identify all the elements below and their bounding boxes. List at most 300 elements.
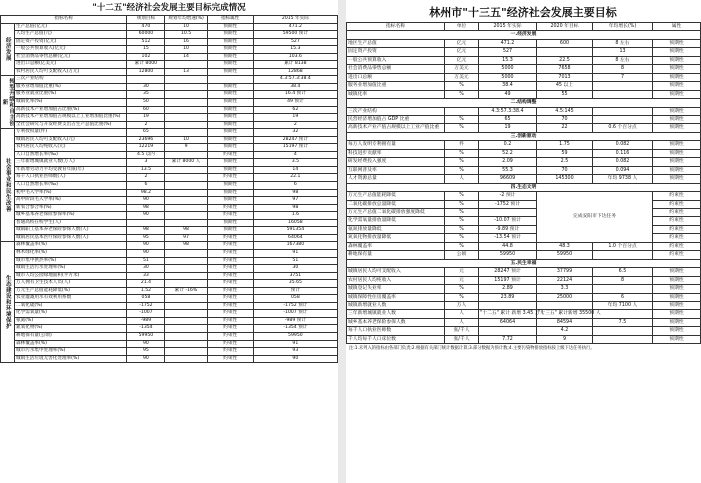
left-table-row (1, 182, 338, 190)
right-cell: 预期性 (653, 107, 701, 115)
left-indicator-name: 万人拥有卫生技术人员(人) (15, 280, 127, 288)
left-indicator-name: 社会消费品零售总额(亿元) (15, 53, 127, 61)
right-col-unit: 单位 (445, 23, 479, 31)
right-cell (479, 327, 537, 335)
left-indicator-name: 耕地保有量(公顷) (15, 332, 127, 340)
right-cell (537, 301, 593, 309)
left-cell: 预期性 (207, 182, 253, 190)
right-cell (479, 301, 537, 309)
right-cell: 44.8 (479, 242, 537, 250)
left-table-row (1, 68, 338, 76)
left-indicator-name: 人口自然增长率(‰) (15, 182, 127, 190)
left-cell: 12800 (127, 68, 165, 76)
left-table-row (1, 242, 338, 250)
left-table-row (1, 265, 338, 273)
right-indicator-name: 社会消费品零售总额 (347, 65, 445, 73)
left-table-row (1, 114, 338, 122)
left-cell: 98.2 (127, 189, 165, 197)
left-cell (165, 83, 207, 91)
left-cell (165, 91, 207, 99)
right-cell: 预期性 (653, 166, 701, 174)
left-cell (165, 355, 207, 363)
right-section-title: 三.创新驱动 (347, 132, 701, 140)
left-indicator-name: 农业灌溉用水有效利用系数 (15, 295, 127, 303)
left-cell: 30 (127, 265, 165, 273)
right-cell: 约束性 (653, 217, 701, 225)
right-cell: 0.6 个百分点 (593, 124, 653, 132)
left-table-row (1, 53, 338, 61)
right-cell: 37799 (537, 268, 593, 276)
left-cell: 59950 (253, 332, 337, 340)
right-cell: -10.07 预计 (479, 217, 537, 225)
left-cell: 约束性 (207, 257, 253, 265)
right-cell: 预期性 (653, 301, 701, 309)
left-cell (165, 348, 207, 356)
right-cell: 约束性 (653, 225, 701, 233)
left-cell: 30 (253, 265, 337, 273)
right-cell: "十二五" 累计 新增 3.45 万人 (480, 311, 545, 317)
left-cell (165, 182, 207, 190)
left-cell: 预期性 (207, 166, 253, 174)
left-indicator-name: 新农合参合率(%) (15, 204, 127, 212)
right-cell: 0.082 (593, 141, 653, 149)
right-cell: % (445, 225, 479, 233)
right-indicator-name: 氮氧化物排放量降低 (347, 234, 445, 242)
left-cell: 90 (127, 249, 165, 257)
left-indicator-name: 城市集中供热率(%) (15, 257, 127, 265)
right-table (346, 22, 701, 344)
left-cell: 10 (165, 136, 207, 144)
right-table-row (347, 141, 701, 149)
right-table-row (347, 242, 701, 250)
right-table-row (347, 124, 701, 132)
right-table-row (347, 192, 701, 200)
left-cell: 97 (253, 197, 337, 205)
left-cell (165, 204, 207, 212)
left-table-row (1, 99, 338, 107)
right-table-row (347, 48, 701, 56)
right-cell: 预期性 (653, 268, 701, 276)
right-table-row (347, 276, 701, 284)
right-cell: 年均 9738 人 (593, 175, 653, 183)
left-cell (165, 332, 207, 340)
right-cell: 0.116 (593, 149, 653, 157)
left-cell (165, 166, 207, 174)
left-table-row (1, 204, 338, 212)
left-cell: 约束性 (207, 348, 253, 356)
right-indicator-name: 二氧化碳排放总量降低 (347, 200, 445, 208)
right-cell: 人 (445, 310, 479, 318)
left-indicator-name: 高新技术产业增加值占规模以上工业增加值比重(%) (15, 114, 127, 122)
left-cell: 60 (127, 106, 165, 114)
right-cell: 25000 (537, 293, 593, 301)
left-table-row (1, 227, 338, 235)
right-table-row (347, 65, 701, 73)
left-cell: 约束性 (207, 212, 253, 220)
right-indicator-name: 化学需氧量排放量降低 (347, 217, 445, 225)
right-section-title: 四.生态文明 (347, 183, 701, 191)
left-cell: -1354 预计 (253, 325, 337, 333)
left-col-indicator: 指标名称 (1, 16, 127, 24)
right-cell: 预期性 (653, 335, 701, 343)
left-cell: 10 (165, 23, 207, 31)
left-cell: 16 (165, 38, 207, 46)
right-cell: 48.3 (537, 242, 593, 250)
right-cell: 年均 7100 人 (593, 301, 653, 309)
left-table-row (1, 121, 338, 129)
right-cell: 15197 预计 (479, 276, 537, 284)
right-indicator-name: 城镇化率 (347, 90, 445, 98)
right-cell: % (445, 124, 479, 132)
left-col-actual: 2015 年实际 (253, 16, 337, 24)
left-cell (165, 106, 207, 114)
left-cell: 预期性 (207, 189, 253, 197)
left-indicator-name: 城镇职工基本养老保险参保人数(人) (15, 227, 127, 235)
left-indicator-name: 城镇化率(%) (15, 99, 127, 107)
right-section-row (347, 31, 701, 39)
right-cell: 13 (593, 48, 653, 56)
left-cell (165, 61, 207, 69)
left-indicator-name: 农村居民人均纯收入(元) (15, 144, 127, 152)
right-table-row (347, 115, 701, 123)
right-indicator-name: 人才资源总量 (347, 175, 445, 183)
right-col-growth: 年均增长(%) (593, 23, 653, 31)
right-cell: 22.5 (537, 56, 593, 64)
left-indicator-name: 城镇生活垃圾无害化处理率(%) (15, 355, 127, 363)
right-cell: 2.5 (537, 158, 593, 166)
right-section-row (347, 183, 701, 191)
left-cell: 49 预计 (253, 99, 337, 107)
left-indicator-name: 服务业就业比重(%) (15, 91, 127, 99)
right-cell: 预期性 (653, 285, 701, 293)
left-cell (165, 76, 207, 84)
left-indicator-name: 二氧化硫(%) (15, 302, 127, 310)
page-gap (338, 0, 346, 483)
right-table-row (347, 335, 701, 343)
left-table-row (1, 310, 338, 318)
right-cell: 公顷 (445, 251, 479, 259)
left-cell: 约束性 (207, 249, 253, 257)
left-indicator-name: 高新技术产业增加值占比重(%) (15, 106, 127, 114)
right-indicator-name: 进出口总额 (347, 73, 445, 81)
left-indicator-name: 年新增劳动力平均受教育年限(年) (15, 166, 127, 174)
right-table-row (347, 251, 701, 259)
left-cell: 3751 (253, 272, 337, 280)
left-cell: 2 (127, 121, 165, 129)
left-table-row (1, 317, 338, 325)
right-cell: 471.2 (479, 39, 537, 47)
right-cell (593, 82, 653, 90)
left-cell (165, 174, 207, 182)
right-cell: 8 左右 (593, 39, 653, 47)
left-category-label: 社会事业和民生改善 (1, 129, 15, 242)
left-cell (207, 76, 253, 84)
left-cell: 51 (253, 257, 337, 265)
left-table-row (1, 219, 338, 227)
right-cell: 6.5 (593, 268, 653, 276)
right-cell: 预期性 (653, 310, 701, 318)
right-indicator-name: 万元生产总值二氧化碳排放强度降低 (347, 208, 445, 216)
right-cell: 5000 (479, 73, 537, 81)
left-indicator-name: 城市污水集中处理率(%) (15, 348, 127, 356)
left-cell: 预期性 (207, 53, 253, 61)
left-cell: 预期性 (207, 144, 253, 152)
left-table-row (1, 332, 338, 340)
right-cell: 19 (479, 124, 537, 132)
left-category-label: 生态建设和环境保护 (1, 242, 15, 363)
right-cell: 59 (537, 149, 593, 157)
right-cell: 9 (537, 335, 593, 343)
left-cell: 167380 (253, 242, 337, 250)
right-indicator-name: 互联网普及率 (347, 166, 445, 174)
left-cell: 28247 预计 (253, 136, 337, 144)
left-table-row (1, 61, 338, 69)
left-cell (165, 99, 207, 107)
left-indicator-name: 服务业增加值比重(%) (15, 83, 127, 91)
left-indicator-name: 固定资产投资(亿元) (15, 38, 127, 46)
left-cell: 约束性 (207, 295, 253, 303)
right-table-row (347, 158, 701, 166)
left-table-row (1, 189, 338, 197)
right-indicator-name: 城镇新增就业人数 (347, 301, 445, 309)
left-cell: 35 (127, 91, 165, 99)
right-cell: 7.72 (479, 335, 537, 343)
right-cell: -13.54 预计 (479, 234, 537, 242)
left-cell: 15.3 (253, 46, 337, 54)
left-cell: 约束性 (207, 151, 253, 159)
right-section-title: 二.结构调整 (347, 99, 701, 107)
left-cell (127, 219, 165, 227)
right-cell: 人 (445, 175, 479, 183)
right-cell: % (445, 217, 479, 225)
right-cell: 28247 预计 (479, 268, 537, 276)
right-cell: 万人 (445, 301, 479, 309)
right-cell: 70 (537, 115, 593, 123)
right-indicator-name: 耕地保有量 (347, 251, 445, 259)
left-cell: 21.4 (127, 280, 165, 288)
left-cell: 预计 (253, 287, 337, 295)
right-table-row (347, 107, 701, 115)
right-cell: 1.75 (537, 141, 593, 149)
right-table-row (347, 327, 701, 335)
right-cell: 元 (445, 276, 479, 284)
left-indicator-name: 一般公共预算收入(亿元) (15, 46, 127, 54)
left-cell: 35.65 (253, 280, 337, 288)
left-cell: 19 (253, 114, 337, 122)
right-indicator-name: 科技进步贡献率 (347, 149, 445, 157)
right-indicator-name: 城乡基本养老保险参保人数 (347, 318, 445, 326)
left-cell: 97 (165, 234, 207, 242)
left-cell: 3.5 (253, 159, 337, 167)
right-cell: 22 (537, 124, 593, 132)
left-cell: 60000 (127, 31, 165, 39)
left-cell: -1752 预计 (253, 302, 337, 310)
left-cell: 38.4 (253, 83, 337, 91)
left-indicator-name: 生产总值(亿元) (15, 23, 127, 31)
right-indicator-name: 每千人口执业医师数 (347, 327, 445, 335)
left-indicator-name: 专利授权量(件) (15, 129, 127, 137)
left-table-row (1, 272, 338, 280)
left-cell: 93 (253, 348, 337, 356)
right-table-row (347, 318, 701, 326)
left-indicator-name: 三年新增城镇就业人数(万人) (15, 159, 127, 167)
left-cell: 90 (127, 197, 165, 205)
left-col-attr: 指标属性 (207, 16, 253, 24)
left-cell (165, 151, 207, 159)
right-cell: -2 预计 (479, 192, 537, 200)
left-cell: 59500 预计 (253, 31, 337, 39)
left-table-row (1, 31, 338, 39)
left-cell: 19 (127, 114, 165, 122)
right-indicator-name: 三次产业结构 (347, 107, 445, 115)
left-cell: 15197 预计 (253, 144, 337, 152)
left-cell: 预期性 (207, 106, 253, 114)
left-cell: 30 (127, 83, 165, 91)
right-cell: 600 (537, 39, 593, 47)
right-col-2020: 2020 年目标 (537, 23, 593, 31)
right-cell: 预期性 (653, 56, 701, 64)
right-cell: 预期性 (653, 82, 701, 90)
left-cell: 累计 8138 (253, 61, 337, 69)
left-table-row (1, 38, 338, 46)
right-cell: 预期性 (653, 175, 701, 183)
left-cell (165, 189, 207, 197)
left-table-row (1, 129, 338, 137)
right-cell: 6 (593, 293, 653, 301)
left-cell: 预期性 (207, 46, 253, 54)
left-cell: 预期性 (207, 38, 253, 46)
left-table-row (1, 159, 338, 167)
left-cell: 62 (253, 106, 337, 114)
right-cell: 约束性 (653, 208, 701, 216)
right-cell: 预期性 (653, 141, 701, 149)
right-cell: % (445, 285, 479, 293)
left-indicator-name: 化学需氧量(%) (15, 310, 127, 318)
left-cell: 4.3:57.3:38.4 (253, 76, 337, 84)
right-cell: 7658 (537, 65, 593, 73)
left-cell: 65 (127, 129, 165, 137)
right-cell: 55 (537, 90, 593, 98)
right-table-body (347, 31, 701, 344)
left-cell: 103.6 (253, 53, 337, 61)
left-cell: 9 (165, 144, 207, 152)
right-table-row (347, 82, 701, 90)
right-indicator-name: 每万人发明专利拥有量 (347, 141, 445, 149)
left-cell: 98 (165, 227, 207, 235)
right-cell: 预期性 (653, 124, 701, 132)
left-col-target: 规划目标 (127, 16, 165, 24)
right-cell: 145300 (537, 175, 593, 183)
right-cell (593, 335, 653, 343)
right-cell: 预期性 (653, 115, 701, 123)
left-indicator-name: 城镇居民人均可支配收入(元) (15, 136, 127, 144)
right-table-row (347, 293, 701, 301)
right-indicator-name: 氨氮排放量降低 (347, 225, 445, 233)
left-cell: -989 预计 (253, 317, 337, 325)
left-cell: 12219 (127, 144, 165, 152)
left-panel (0, 0, 338, 483)
left-cell: 约束性 (207, 272, 253, 280)
right-indicator-name: 千人均每千人口床位数 (347, 335, 445, 343)
right-indicator-name: 服务业增加值比重 (347, 82, 445, 90)
left-category-label: 转型升级和自主创新 (1, 76, 15, 129)
left-cell: 预期性 (207, 227, 253, 235)
right-cell: 预期性 (653, 65, 701, 73)
left-cell: 6 (127, 182, 165, 190)
left-cell (165, 265, 207, 273)
left-cell: 2 (127, 174, 165, 182)
right-cell: 预期性 (653, 327, 701, 335)
left-cell (165, 114, 207, 122)
left-cell: 98 (127, 204, 165, 212)
left-table-row (1, 76, 338, 84)
left-cell: 预期性 (207, 197, 253, 205)
left-cell: 预期性 (207, 136, 253, 144)
right-cell: 张/千人 (445, 327, 479, 335)
left-cell: 98 (253, 189, 337, 197)
left-cell: 102 (127, 53, 165, 61)
right-indicator-name: 一般公共预算收入 (347, 56, 445, 64)
right-indicator-name: 城镇保障性住房覆盖率 (347, 293, 445, 301)
left-cell: 预期性 (207, 219, 253, 227)
left-cell: 预期性 (207, 129, 253, 137)
left-cell: 15 (127, 46, 165, 54)
left-indicator-name: 城镇居民基本医疗保险参保人数(人) (15, 234, 127, 242)
left-cell: 累计 8000 (127, 61, 165, 69)
left-cell: 4 (253, 151, 337, 159)
left-cell: 约束性 (207, 174, 253, 182)
right-cell: 1.0 个百分点 (593, 242, 653, 250)
right-panel (346, 0, 700, 483)
left-indicator-name: 氨氮(%) (15, 317, 127, 325)
left-cell: -1007 预计 (253, 310, 337, 318)
left-cell: 约束性 (207, 340, 253, 348)
right-cell: 64064 (479, 318, 537, 326)
right-cell: 4.3:57.3:38.4 (479, 107, 537, 115)
left-cell (165, 302, 207, 310)
right-merged-note: 完成安阳市下达任务 (537, 192, 653, 243)
left-cell: 98 (127, 227, 165, 235)
left-col-growth: 规划年均增速(%) (165, 16, 207, 24)
right-cell: 人 (445, 318, 479, 326)
left-cell: -1752 (127, 302, 165, 310)
left-table-body (1, 23, 338, 363)
left-cell: 591354 (253, 227, 337, 235)
right-cell: 亿元 (445, 56, 479, 64)
left-table-row (1, 280, 338, 288)
right-cell: 约束性 (653, 251, 701, 259)
left-cell (165, 121, 207, 129)
left-cell: 64064 (253, 234, 337, 242)
left-indicator-name: 城市人均公园绿地面积(平方米) (15, 272, 127, 280)
left-cell: 16.4 预计 (253, 91, 337, 99)
left-cell (165, 197, 207, 205)
left-title: "十二五"经济社会发展主要目标完成情况 (92, 3, 246, 13)
right-cell: -1752 预计 (479, 200, 537, 208)
right-section-title: 五.民生幸福 (347, 259, 701, 267)
left-cell: 10.5 (165, 31, 207, 39)
right-cell (445, 107, 479, 115)
left-table-row (1, 249, 338, 257)
left-cell: 预期性 (207, 121, 253, 129)
left-cell: 约束性 (207, 265, 253, 273)
right-cell: % (445, 82, 479, 90)
right-table-row (347, 149, 701, 157)
left-cell: 预期性 (207, 68, 253, 76)
left-cell: 约束性 (207, 325, 253, 333)
left-cell: 12868 (253, 68, 337, 76)
left-cell: 约束性 (207, 287, 253, 295)
